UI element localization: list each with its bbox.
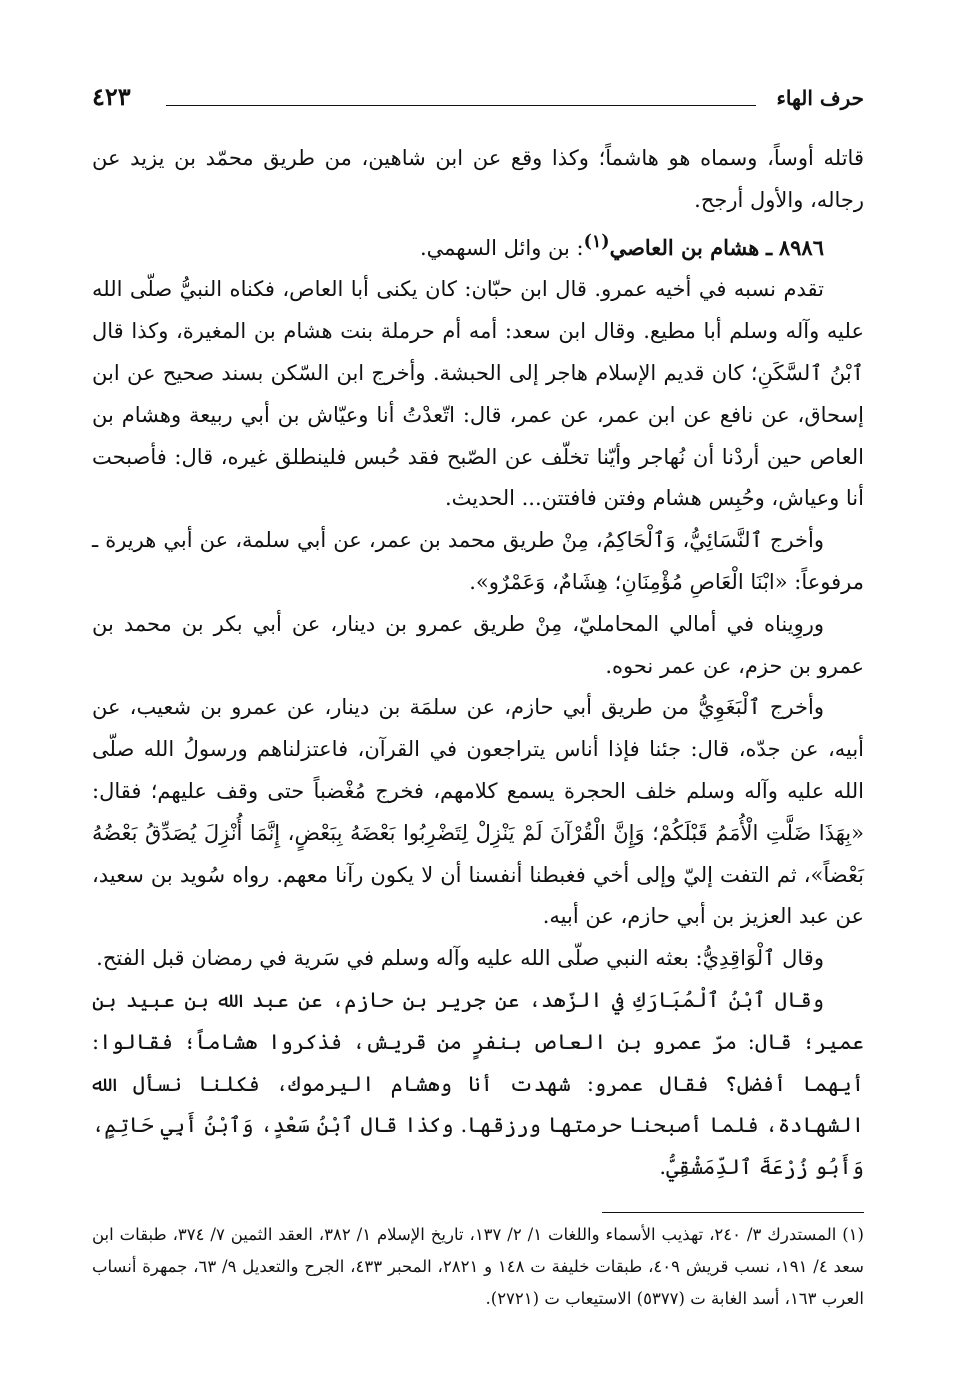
continuation-paragraph: قاتله أوساً، وسماه هو هاشماً؛ وكذا وقع عن ابن شاهين، من طريق محمّد بن يزيد عن رجاله، والأول أرجح. [92, 146, 864, 212]
paragraph-ibn-mubarak: وقال ٱبْنُ ٱلْمُبَارَكِ في الزّهد، عن جرير بن حازم، عن عبد الله بن عبيد بن عمير؛ قال: مرّ عمرو بن العاص بنفرٍ من قريش، فذكروا هشاماً؛ فقالوا: أيهما أفضل؟ فقال عمرو: شهدت أنا وهشام اليرموك، فكلنا نسأل الله الشهادة، فلما أصبحنا حرمتها ورزقها. وكذا قال ٱبْنُ سَعْدٍ، وَٱبْنُ أَبِي حَاتِمٍ، وَأَبُو زُرْعَةَ ٱلدِّمَشْقِيُّ. [92, 987, 864, 1180]
page-number: ٤٢٣ [92, 82, 131, 111]
entry-dash: ـ [766, 234, 773, 260]
paragraph-waqidi: وقال ٱلْوَاقِدِيُّ: بعثه النبي صلّى الله عليه وآله وسلم في سَرية في رمضان قبل الفتح. [96, 946, 824, 971]
footnotes [92, 1212, 864, 1315]
footnote-ref: (١) [583, 231, 610, 252]
main-text [92, 138, 864, 1189]
entry-description: : بن وائل السهمي. [419, 235, 584, 260]
header-title: حرف الهاء [776, 86, 864, 110]
paragraph-mahamili: وروِيناه في أمالي المحامليّ، مِنْ طريق عمرو بن دينار، عن أبي بكر بن محمد بن عمرو بن حزم، عن عمر نحوه. [92, 611, 864, 678]
header-rule [166, 105, 756, 106]
entry-number: ٨٩٨٦ [778, 234, 824, 260]
entry-heading-line [92, 222, 864, 270]
paragraph-baghawi: وأخرج ٱلْبَغَوِيُّ من طريق أبي حازم، عن سلمَة بن دينار، عن عمرو بن شعيب، عن أبيه، عن جدّه، قال: جئنا فإذا أناس يتراجعون في القرآن، فاعتزلناهم ورسولُ الله صلّى الله عليه وآله وسلم خلف الحجرة يسمع كلامهم، فخرج مُغْضباً حتى وقف عليهم؛ فقال: «بِهَذَا ضَلَّتِ الْأُمَمُ قَبْلَكُمْ؛ وَإِنَّ الْقُرْآنَ لَمْ يَنْزِلْ لِتَضْرِبُوا بَعْضَهُ بِبَعْضٍ، إِنَّمَا أُنْزِلَ يُصَدِّقُ بَعْضُهُ بَعْضاً»، ثم التفت إليّ وإلى أخي فغبطنا أنفسنا أن لا يكون رآنا معهم. رواه سُويد بن سعيد، عن عبد العزيز بن أبي حازم، عن أبيه. [92, 695, 864, 929]
running-header [92, 78, 864, 118]
paragraph-lineage: تقدم نسبه في أخيه عمرو. قال ابن حبّان: كان يكنى أبا العاص، فكناه النبيُّ صلّى الله عليه وآله وسلم أبا مطيع. وقال ابن سعد: أمه أم حرملة بنت هشام بن المغيرة، وكذا قال ٱبْنُ ٱلسَّكَنِ؛ كان قديم الإسلام هاجر إلى الحبشة. وأخرج ابن السّكن بسند صحيح عن ابن إسحاق، عن نافع عن ابن عمر، عن عمر، قال: اتّعدْتُ أنا وعيّاش بن أبي ربيعة وهشام بن العاص حين أردْنا أن نُهاجر وأيّنا تخلّف عن الصّبح فقد حُبس فلينطلق غيره، قال: فأصبحت أنا وعياش، وحُبِس هشام وفتن فافتتن... الحديث. [92, 277, 864, 511]
footnote-text: (١) المستدرك ٣/ ٢٤٠، تهذيب الأسماء واللغات ١/ ٢/ ١٣٧، تاريخ الإسلام ١/ ٣٨٢، العقد الثمين ٧/ ٣٧٤، طبقات ابن سعد ٤/ ١٩١، نسب قريش ٤٠٩، طبقات خليفة ت ١٤٨ و ٢٨٢١، المحبر ٤٣٣، الجرح والتعديل ٩/ ٦٣، جمهرة أنساب العرب ١٦٣، أسد الغابة ت (٥٣٧٧) الاستيعاب ت (٢٧٢١). [92, 1225, 864, 1308]
entry-name: هشام بن العاصي [609, 234, 760, 260]
paragraph-nasai: وأخرج ٱلنَّسَائِيُّ، وَٱلْحَاكِمُ، مِنْ طريق محمد بن عمر، عن أبي سلمة، عن أبي هريرة ـ مرفوعاً: «ابْنَا الْعَاصِ مُؤْمِنَانِ؛ هِشَامٌ، وَعَمْرٌو». [92, 528, 864, 594]
footnote-rule [602, 1212, 864, 1213]
